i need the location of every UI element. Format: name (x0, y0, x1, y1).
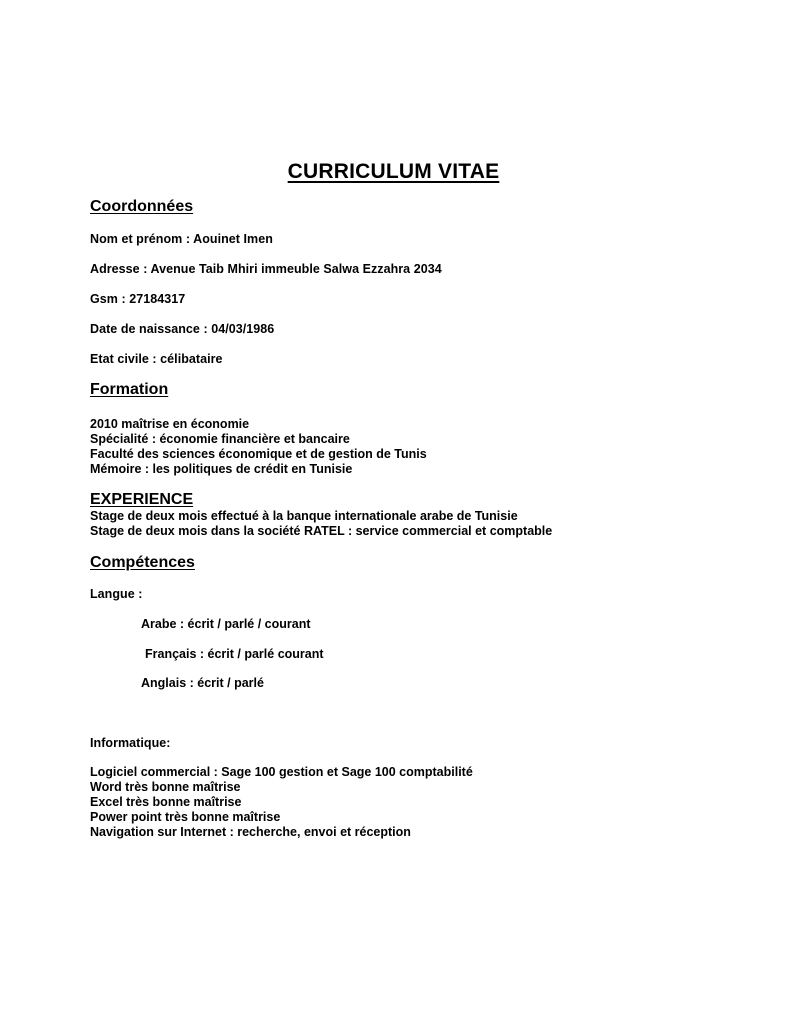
section-heading-coordonnees-text: Coordonnées (90, 198, 194, 215)
contact-marital-status: Etat civile : célibataire (90, 352, 223, 366)
informatique-list (90, 765, 473, 840)
formation-item: Spécialité : économie financière et bancaire (90, 432, 350, 446)
formation-item: Faculté des sciences économique et de gestion de Tunis (90, 447, 427, 461)
langue-label: Langue : (90, 587, 143, 601)
informatique-item: Navigation sur Internet : recherche, envoi et réception (90, 825, 411, 839)
informatique-item: Word très bonne maîtrise (90, 780, 241, 794)
section-heading-coordonnees (90, 198, 193, 216)
section-heading-experience-text: EXPERIENCE (90, 491, 194, 508)
contact-address: Adresse : Avenue Taib Mhiri immeuble Salwa Ezzahra 2034 (90, 262, 442, 276)
experience-item: Stage de deux mois effectué à la banque internationale arabe de Tunisie (90, 509, 518, 523)
formation-item: Mémoire : les politiques de crédit en Tunisie (90, 462, 353, 476)
contact-phone: Gsm : 27184317 (90, 292, 186, 306)
language-english: Anglais : écrit / parlé (141, 676, 264, 690)
section-heading-competences-text: Compétences (90, 554, 195, 571)
formation-item: 2010 maîtrise en économie (90, 417, 250, 431)
experience-item: Stage de deux mois dans la société RATEL : service commercial et comptable (90, 524, 553, 538)
informatique-item: Logiciel commercial : Sage 100 gestion et Sage 100 comptabilité (90, 765, 473, 779)
language-french: Français : écrit / parlé courant (145, 647, 324, 661)
section-heading-formation (90, 381, 168, 399)
experience-list (90, 509, 552, 539)
informatique-label: Informatique: (90, 736, 171, 750)
page-title-text: CURRICULUM VITAE (287, 160, 500, 183)
contact-name: Nom et prénom : Aouinet Imen (90, 232, 273, 246)
contact-birthdate: Date de naissance : 04/03/1986 (90, 322, 275, 336)
page-title (0, 160, 791, 184)
informatique-item: Excel très bonne maîtrise (90, 795, 242, 809)
section-heading-competences (90, 554, 195, 572)
language-arabic: Arabe : écrit / parlé / courant (141, 617, 311, 631)
section-heading-formation-text: Formation (90, 381, 169, 398)
informatique-item: Power point très bonne maîtrise (90, 810, 281, 824)
formation-list (90, 417, 427, 477)
section-heading-experience (90, 491, 193, 509)
